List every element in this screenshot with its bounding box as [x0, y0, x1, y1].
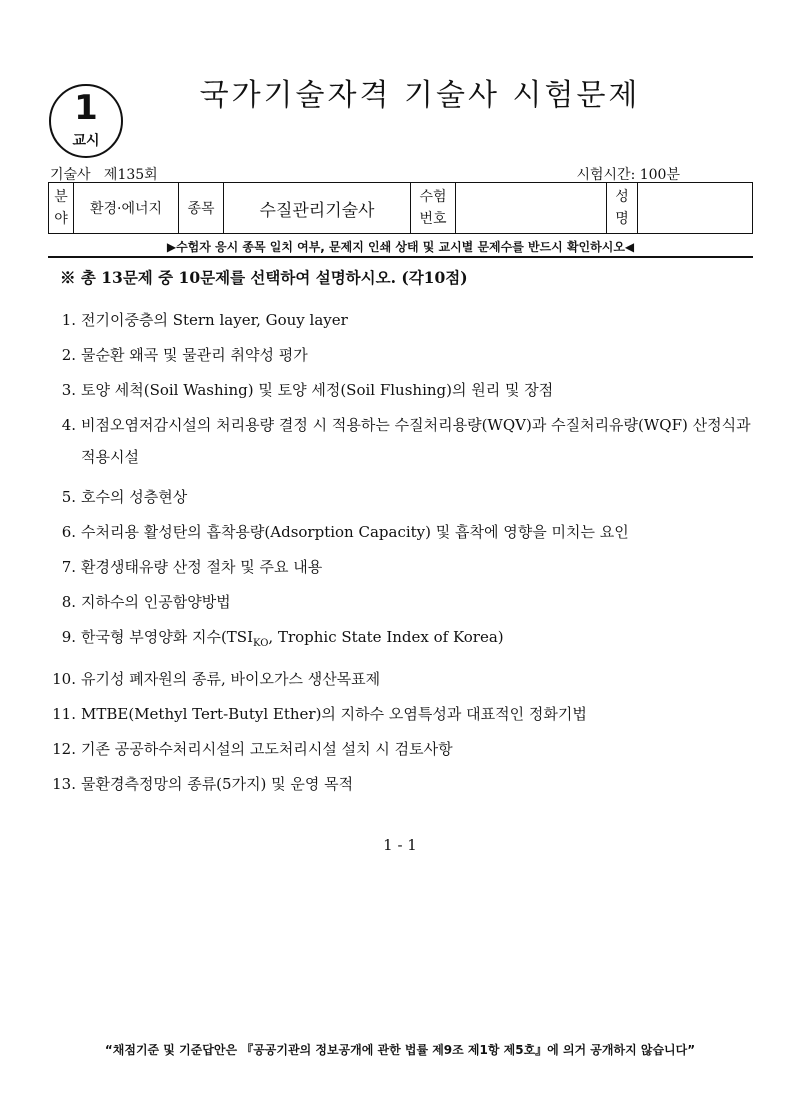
question-number: 13.: [52, 775, 76, 793]
time-limit: 시험시간: 100분: [576, 167, 680, 183]
question-item: [48, 486, 768, 508]
check-notice: ▶수험자 응시 종목 일치 여부, 문제지 인쇄 상태 및 교시별 문제수를 반드시 확인하시오◀: [166, 240, 635, 254]
question-text: MTBE(Methyl Tert-Butyl Ether)의 지하수 오염특성과 대표적인 정화기법: [81, 705, 587, 723]
exam-number-label-line-1: 수험: [419, 189, 447, 205]
question-item: [48, 379, 768, 401]
question-number: 2.: [61, 346, 76, 364]
exam-round: 기술사 제135회: [50, 167, 158, 183]
question-item: [48, 309, 768, 331]
question-number: 3.: [61, 381, 76, 399]
question-number: 1.: [61, 311, 76, 329]
name-label-line-2: 명: [615, 211, 629, 227]
session-badge: [49, 84, 123, 158]
name-field[interactable]: [638, 183, 753, 234]
instruction: ※ 총 13문제 중 10문제를 선택하여 설명하시오. (각10점): [60, 268, 468, 287]
exam-number-field[interactable]: [456, 183, 607, 234]
question-list: [48, 309, 768, 808]
page-number: 1 - 1: [383, 836, 417, 854]
session-label: 교시: [72, 133, 100, 149]
question-number: 7.: [61, 558, 76, 576]
question-text: 전기이중층의 Stern layer, Gouy layer: [81, 311, 348, 329]
name-label: [607, 183, 638, 234]
question-item: [48, 703, 768, 725]
question-item: [48, 414, 768, 473]
question-number: 8.: [61, 593, 76, 611]
question-item: [48, 626, 768, 655]
question-item: [48, 738, 768, 760]
question-number: 5.: [61, 488, 76, 506]
question-text: 토양 세척(Soil Washing) 및 토양 세정(Soil Flushing)의 원리 및 장점: [81, 381, 554, 399]
question-number: 10.: [52, 670, 76, 688]
question-text: 비점오염저감시설의 처리용량 결정 시 적용하는 수질처리용량(WQV)과 수질처리유량(WQF) 산정식과 적용시설: [81, 416, 751, 466]
question-text-part: , Trophic State Index of Korea): [268, 628, 504, 646]
question-item: [48, 556, 768, 578]
question-text: 지하수의 인공함양방법: [81, 593, 231, 611]
question-text: 물환경측정망의 종류(5가지) 및 운영 목적: [81, 775, 354, 793]
question-number: 9.: [61, 628, 76, 646]
field-label-line-1: 분: [54, 189, 68, 205]
question-item: [48, 668, 768, 690]
question-number: 12.: [52, 740, 76, 758]
question-text: [76, 626, 768, 655]
divider: [48, 256, 753, 258]
category-label: 종목: [179, 183, 224, 234]
question-item: [48, 344, 768, 366]
question-text: 유기성 폐자원의 종류, 바이오가스 생산목표제: [81, 670, 381, 688]
question-text: 환경생태유량 산정 절차 및 주요 내용: [81, 558, 323, 576]
question-item: [48, 773, 768, 795]
field-label: [49, 183, 74, 234]
exam-number-label: [411, 183, 456, 234]
question-text: 기존 공공하수처리시설의 고도처리시설 설치 시 검토사항: [81, 740, 453, 758]
page-title: 국가기술자격 기술사 시험문제: [199, 78, 641, 113]
exam-info-table: [48, 182, 753, 234]
question-number: 11.: [52, 705, 76, 723]
field-value: 환경·에너지: [74, 183, 179, 234]
question-item: [48, 521, 768, 543]
field-label-line-2: 야: [54, 211, 68, 227]
category-value: 수질관리기술사: [224, 183, 411, 234]
subscript: KO: [253, 638, 269, 649]
question-text-part: 한국형 부영양화 지수(TSI: [81, 628, 254, 646]
question-number: 4.: [61, 416, 76, 434]
question-text: 물순환 왜곡 및 물관리 취약성 평가: [81, 346, 308, 364]
question-text: 호수의 성층현상: [81, 488, 188, 506]
question-text: 수처리용 활성탄의 흡착용량(Adsorption Capacity) 및 흡착에 영향을 미치는 요인: [81, 523, 629, 541]
question-number: 6.: [61, 523, 76, 541]
question-item: [48, 591, 768, 613]
session-number: 1: [74, 88, 98, 128]
name-label-line-1: 성: [615, 189, 629, 205]
footer-note: “채점기준 및 기준답안은 『공공기관의 정보공개에 관한 법률 제9조 제1항 제5호』에 의거 공개하지 않습니다”: [104, 1043, 696, 1057]
exam-number-label-line-2: 번호: [419, 211, 447, 227]
